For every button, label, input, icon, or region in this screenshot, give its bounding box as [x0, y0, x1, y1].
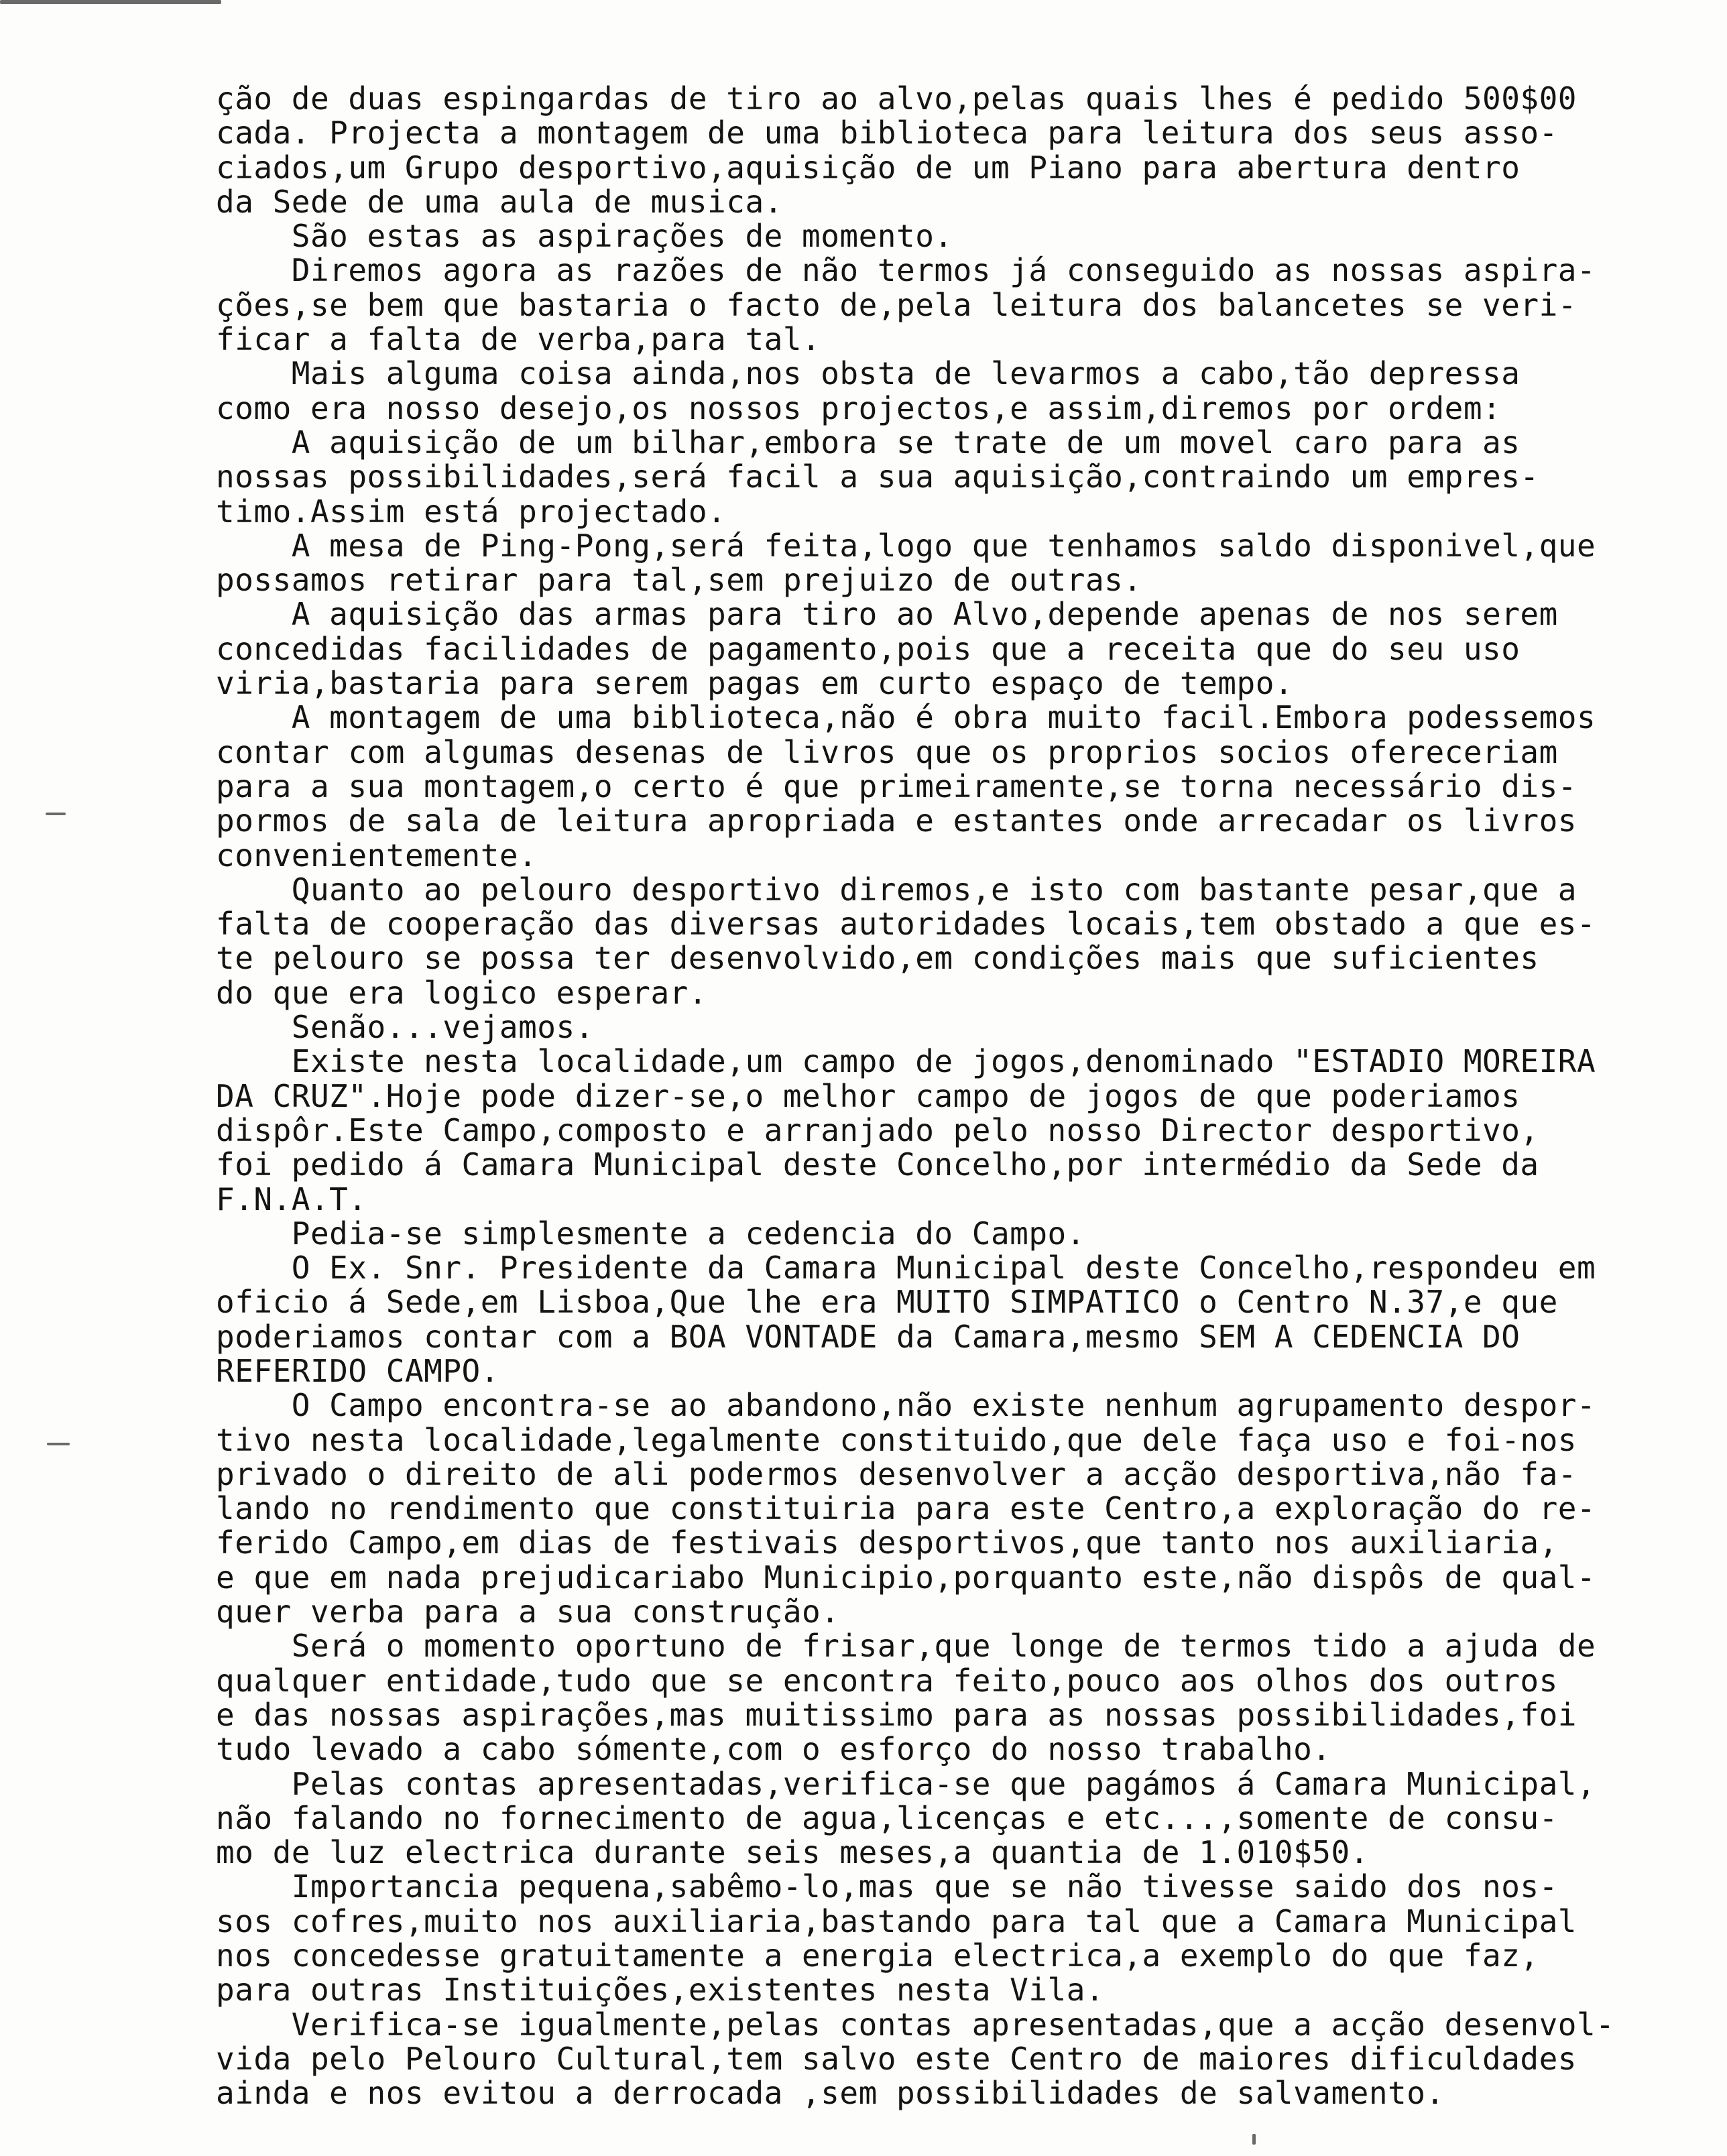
- text-line: para a sua montagem,o certo é que primeiramente,se torna necessário dis-: [216, 768, 1577, 804]
- text-line: quer verba para a sua construção.: [216, 1594, 840, 1630]
- text-line: ciados,um Grupo desportivo,aquisição de um Piano para abertura dentro: [216, 149, 1521, 186]
- text-line: sos cofres,muito nos auxiliaria,bastando para tal que a Camara Municipal: [216, 1903, 1577, 1939]
- text-line: não falando no fornecimento de agua,licenças e etc...,somente de consu-: [216, 1799, 1558, 1836]
- text-line: nossas possibilidades,será facil a sua aquisição,contraindo um empres-: [216, 459, 1539, 495]
- text-line: Diremos agora as razões de não termos já conseguido as nossas aspira-: [216, 252, 1596, 289]
- text-line: O Campo encontra-se ao abandono,não existe nenhum agrupamento despor-: [216, 1387, 1596, 1424]
- text-line: ficar a falta de verba,para tal.: [216, 321, 821, 358]
- text-line: ainda e nos evitou a derrocada ,sem possibilidades de salvamento.: [216, 2075, 1445, 2112]
- margin-mark: [1252, 2134, 1256, 2145]
- text-line: concedidas facilidades de pagamento,pois que a receita que do seu uso: [216, 630, 1521, 667]
- text-line: do que era logico esperar.: [216, 974, 708, 1011]
- text-line: como era nosso desejo,os nossos projectos,e assim,diremos por ordem:: [216, 390, 1502, 426]
- text-line: tivo nesta localidade,legalmente constituido,que dele faça uso e foi-nos: [216, 1421, 1577, 1458]
- document-body: [216, 82, 1698, 2111]
- text-line: O Ex. Snr. Presidente da Camara Municipal deste Concelho,respondeu em: [216, 1250, 1596, 1286]
- text-line: F.N.A.T.: [216, 1181, 367, 1217]
- text-line: dispôr.Este Campo,composto e arranjado pelo nosso Director desportivo,: [216, 1112, 1539, 1148]
- text-line: qualquer entidade,tudo que se encontra feito,pouco aos olhos dos outros: [216, 1662, 1558, 1699]
- text-line: para outras Instituições,existentes nesta Vila.: [216, 1972, 1105, 2009]
- text-line: e das nossas aspirações,mas muitissimo para as nossas possibilidades,foi: [216, 1696, 1577, 1733]
- top-left-smudge: [0, 0, 221, 4]
- text-line: REFERIDO CAMPO.: [216, 1352, 499, 1389]
- text-line: mo de luz electrica durante seis meses,a quantia de 1.010$50.: [216, 1834, 1369, 1871]
- text-line: convenientemente.: [216, 837, 538, 874]
- text-line: Pelas contas apresentadas,verifica-se que pagámos á Camara Municipal,: [216, 1765, 1596, 1802]
- text-line: cada. Projecta a montagem de uma biblioteca para leitura dos seus asso-: [216, 115, 1558, 152]
- text-line: Mais alguma coisa ainda,nos obsta de levarmos a cabo,tão depressa: [216, 355, 1521, 392]
- text-line: ferido Campo,em dias de festivais desportivos,que tanto nos auxiliaria,: [216, 1524, 1558, 1561]
- text-line: Será o momento oportuno de frisar,que longe de termos tido a ajuda de: [216, 1628, 1596, 1665]
- text-line: Senão...vejamos.: [216, 1009, 594, 1046]
- text-line: falta de cooperação das diversas autoridades locais,tem obstado a que es-: [216, 906, 1596, 943]
- text-line: te pelouro se possa ter desenvolvido,em condições mais que suficientes: [216, 940, 1539, 977]
- text-line: e que em nada prejudicariabo Municipio,porquanto este,não dispôs de qual-: [216, 1559, 1596, 1596]
- text-line: ção de duas espingardas de tiro ao alvo,pelas quais lhes é pedido 500$00: [216, 80, 1577, 117]
- margin-mark: [47, 1443, 70, 1445]
- text-line: Existe nesta localidade,um campo de jogos,denominado "ESTADIO MOREIRA: [216, 1043, 1596, 1080]
- text-line: pormos de sala de leitura apropriada e estantes onde arrecadar os livros: [216, 802, 1577, 839]
- text-line: A aquisição de um bilhar,embora se trate de um movel caro para as: [216, 424, 1521, 461]
- text-line: São estas as aspirações de momento.: [216, 218, 953, 255]
- text-line: oficio á Sede,em Lisboa,Que lhe era MUITO SIMPATICO o Centro N.37,e que: [216, 1284, 1558, 1321]
- text-line: possamos retirar para tal,sem prejuizo de outras.: [216, 562, 1142, 599]
- margin-mark: [46, 813, 66, 815]
- text-line: A mesa de Ping-Pong,será feita,logo que tenhamos saldo disponivel,que: [216, 527, 1596, 564]
- text-line: viria,bastaria para serem pagas em curto espaço de tempo.: [216, 665, 1294, 702]
- text-line: A montagem de uma biblioteca,não é obra muito facil.Embora podessemos: [216, 699, 1596, 736]
- text-line: tudo levado a cabo sómente,com o esforço do nosso trabalho.: [216, 1731, 1331, 1768]
- text-line: privado o direito de ali podermos desenvolver a acção desportiva,não fa-: [216, 1455, 1577, 1492]
- text-line: da Sede de uma aula de musica.: [216, 183, 783, 220]
- text-line: vida pelo Pelouro Cultural,tem salvo este Centro de maiores dificuldades: [216, 2040, 1577, 2077]
- text-line: foi pedido á Camara Municipal deste Concelho,por intermédio da Sede da: [216, 1146, 1539, 1183]
- text-line: Pedia-se simplesmente a cedencia do Campo.: [216, 1215, 1085, 1252]
- text-line: nos concedesse gratuitamente a energia electrica,a exemplo do que faz,: [216, 1937, 1539, 1974]
- text-line: poderiamos contar com a BOA VONTADE da Camara,mesmo SEM A CEDENCIA DO: [216, 1318, 1521, 1355]
- text-line: ções,se bem que bastaria o facto de,pela leitura dos balancetes se veri-: [216, 286, 1577, 323]
- text-line: DA CRUZ".Hoje pode dizer-se,o melhor campo de jogos de que poderiamos: [216, 1077, 1521, 1114]
- text-line: lando no rendimento que constituiria para este Centro,a exploração do re-: [216, 1490, 1596, 1527]
- text-line: contar com algumas desenas de livros que os proprios socios ofereceriam: [216, 733, 1558, 770]
- text-line: Quanto ao pelouro desportivo diremos,e isto com bastante pesar,que a: [216, 871, 1577, 908]
- text-line: Verifica-se igualmente,pelas contas apresentadas,que a acção desenvol-: [216, 2006, 1615, 2043]
- text-line: Importancia pequena,sabêmo-lo,mas que se não tivesse saido dos nos-: [216, 1868, 1558, 1905]
- text-line: A aquisição das armas para tiro ao Alvo,depende apenas de nos serem: [216, 596, 1558, 633]
- text-line: timo.Assim está projectado.: [216, 493, 727, 530]
